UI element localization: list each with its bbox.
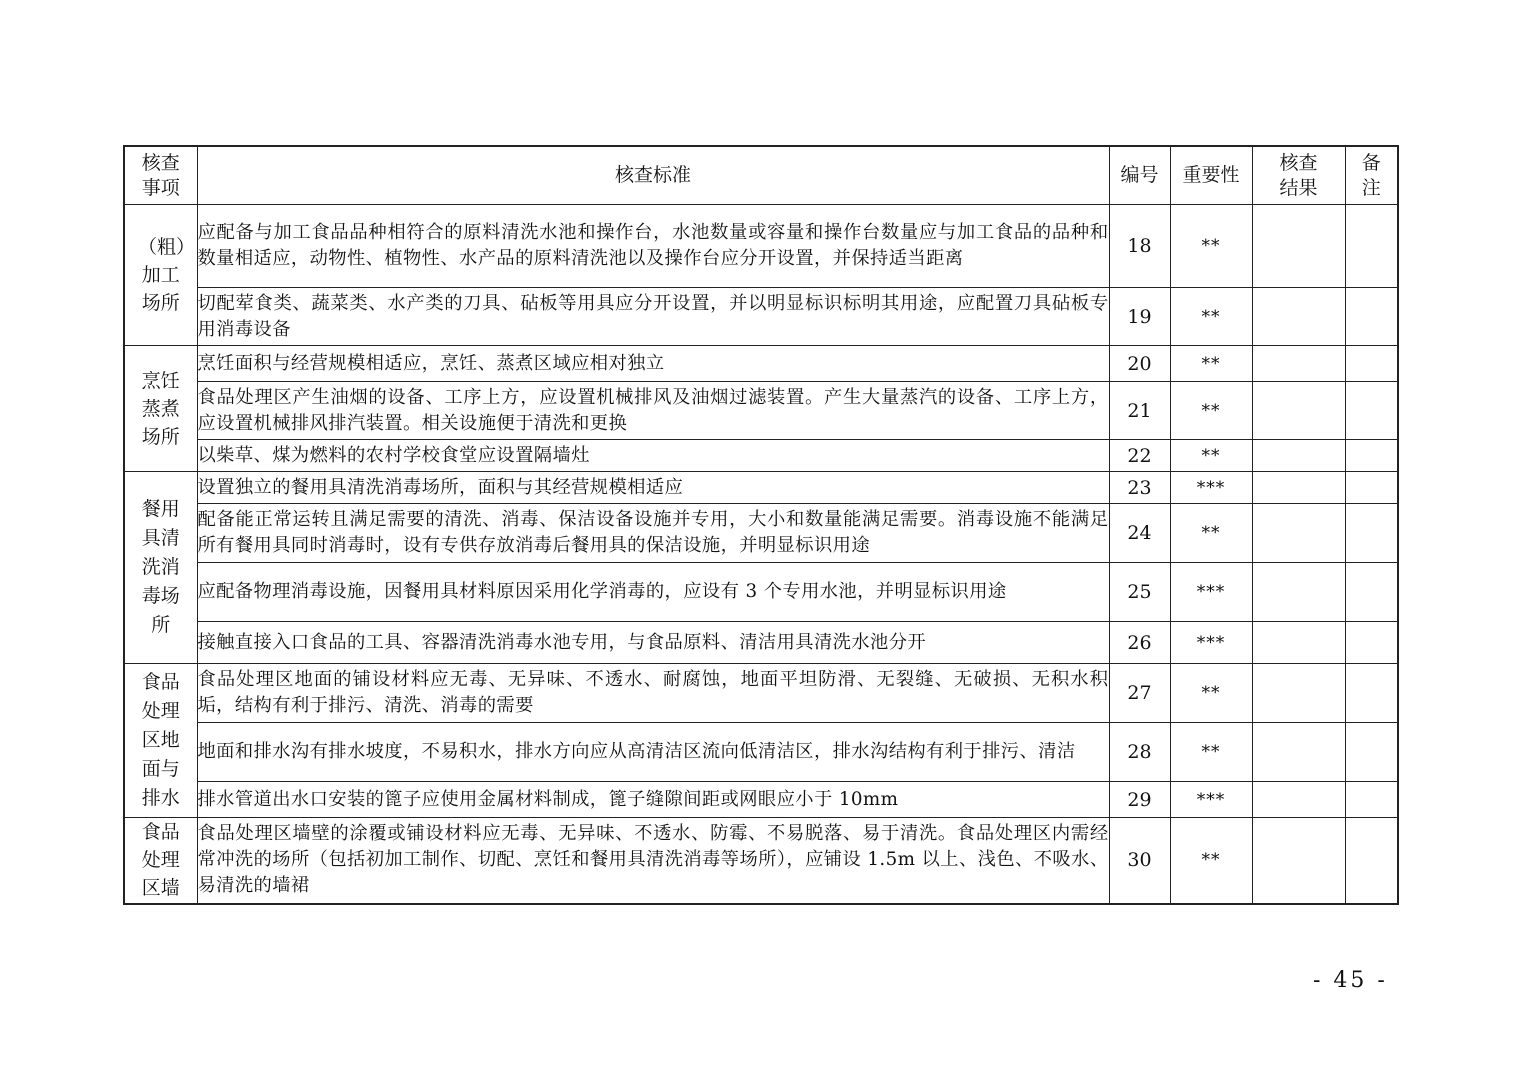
category-cell: 餐用具清洗消毒场所	[124, 472, 197, 664]
header-remark: 备注	[1345, 146, 1398, 205]
table-row	[124, 664, 1398, 723]
standard-cell: 配备能正常运转且满足需要的清洗、消毒、保洁设备设施并专用，大小和数量能满足需要。消毒设施不能满足所有餐用具同时消毒时，设有专供存放消毒后餐用具的保洁设施，并明显标识用途	[197, 504, 1109, 563]
table-row	[124, 382, 1398, 440]
number-cell: 30	[1109, 818, 1170, 904]
standard-cell: 切配荤食类、蔬菜类、水产类的刀具、砧板等用具应分开设置，并以明显标识标明其用途，应配置刀具砧板专用消毒设备	[197, 288, 1109, 346]
table-row	[124, 563, 1398, 622]
importance-cell: ***	[1170, 782, 1252, 818]
header-number: 编号	[1109, 146, 1170, 205]
number-cell: 25	[1109, 563, 1170, 622]
result-cell	[1252, 818, 1345, 904]
category-cell: （粗）加工场所	[124, 205, 197, 346]
number-cell: 21	[1109, 382, 1170, 440]
table-row	[124, 782, 1398, 818]
standard-cell: 地面和排水沟有排水坡度，不易积水，排水方向应从高清洁区流向低清洁区，排水沟结构有利于排污、清洁	[197, 723, 1109, 782]
remark-cell	[1345, 440, 1398, 472]
result-cell	[1252, 782, 1345, 818]
standard-cell: 食品处理区墙壁的涂覆或铺设材料应无毒、无异味、不透水、防霉、不易脱落、易于清洗。食品处理区内需经常冲洗的场所（包括初加工制作、切配、烹饪和餐用具清洗消毒等场所），应铺设 1.5m 以上、浅色、不吸水、易清洗的墙裙	[197, 818, 1109, 904]
remark-cell	[1345, 818, 1398, 904]
remark-cell	[1345, 472, 1398, 504]
result-cell	[1252, 382, 1345, 440]
importance-cell: **	[1170, 382, 1252, 440]
standard-cell: 烹饪面积与经营规模相适应，烹饪、蒸煮区域应相对独立	[197, 346, 1109, 382]
table-row	[124, 472, 1398, 504]
standard-cell: 接触直接入口食品的工具、容器清洗消毒水池专用，与食品原料、清洁用具清洗水池分开	[197, 622, 1109, 664]
result-cell	[1252, 563, 1345, 622]
result-cell	[1252, 288, 1345, 346]
number-cell: 28	[1109, 723, 1170, 782]
number-cell: 26	[1109, 622, 1170, 664]
importance-cell: **	[1170, 504, 1252, 563]
number-cell: 18	[1109, 205, 1170, 288]
table-row	[124, 622, 1398, 664]
importance-cell: **	[1170, 723, 1252, 782]
table-row	[124, 205, 1398, 288]
table-row	[124, 723, 1398, 782]
table-row	[124, 288, 1398, 346]
header-standard: 核查标准	[197, 146, 1109, 205]
category-cell: 烹饪蒸煮场所	[124, 346, 197, 472]
remark-cell	[1345, 205, 1398, 288]
number-cell: 29	[1109, 782, 1170, 818]
inspection-table	[123, 145, 1399, 905]
number-cell: 20	[1109, 346, 1170, 382]
result-cell	[1252, 664, 1345, 723]
remark-cell	[1345, 664, 1398, 723]
remark-cell	[1345, 346, 1398, 382]
table-header	[124, 146, 1398, 205]
remark-cell	[1345, 723, 1398, 782]
table-row	[124, 440, 1398, 472]
remark-cell	[1345, 782, 1398, 818]
result-cell	[1252, 440, 1345, 472]
importance-cell: **	[1170, 440, 1252, 472]
standard-cell: 排水管道出水口安装的篦子应使用金属材料制成，篦子缝隙间距或网眼应小于 10mm	[197, 782, 1109, 818]
result-cell	[1252, 205, 1345, 288]
importance-cell: ***	[1170, 622, 1252, 664]
number-cell: 24	[1109, 504, 1170, 563]
table-row	[124, 346, 1398, 382]
number-cell: 23	[1109, 472, 1170, 504]
number-cell: 19	[1109, 288, 1170, 346]
number-cell: 22	[1109, 440, 1170, 472]
standard-cell: 设置独立的餐用具清洗消毒场所，面积与其经营规模相适应	[197, 472, 1109, 504]
table-row	[124, 818, 1398, 904]
page-number: - 45 -	[1313, 968, 1388, 993]
category-cell: 食品处理区墙	[124, 818, 197, 904]
result-cell	[1252, 622, 1345, 664]
importance-cell: **	[1170, 288, 1252, 346]
remark-cell	[1345, 504, 1398, 563]
result-cell	[1252, 504, 1345, 563]
standard-cell: 应配备物理消毒设施，因餐用具材料原因采用化学消毒的，应设有 3 个专用水池，并明显标识用途	[197, 563, 1109, 622]
importance-cell: **	[1170, 664, 1252, 723]
number-cell: 27	[1109, 664, 1170, 723]
remark-cell	[1345, 382, 1398, 440]
result-cell	[1252, 723, 1345, 782]
category-cell: 食品处理区地面与排水	[124, 664, 197, 818]
result-cell	[1252, 472, 1345, 504]
header-result: 核查结果	[1252, 146, 1345, 205]
header-category: 核查事项	[124, 146, 197, 205]
remark-cell	[1345, 563, 1398, 622]
standard-cell: 食品处理区地面的铺设材料应无毒、无异味、不透水、耐腐蚀，地面平坦防滑、无裂缝、无破损、无积水积垢，结构有利于排污、清洗、消毒的需要	[197, 664, 1109, 723]
standard-cell: 以柴草、煤为燃料的农村学校食堂应设置隔墙灶	[197, 440, 1109, 472]
result-cell	[1252, 346, 1345, 382]
standard-cell: 食品处理区产生油烟的设备、工序上方，应设置机械排风及油烟过滤装置。产生大量蒸汽的设备、工序上方，应设置机械排风排汽装置。相关设施便于清洗和更换	[197, 382, 1109, 440]
standard-cell: 应配备与加工食品品种相符合的原料清洗水池和操作台，水池数量或容量和操作台数量应与加工食品的品种和数量相适应，动物性、植物性、水产品的原料清洗池以及操作台应分开设置，并保持适当距离	[197, 205, 1109, 288]
importance-cell: **	[1170, 205, 1252, 288]
importance-cell: **	[1170, 346, 1252, 382]
importance-cell: ***	[1170, 472, 1252, 504]
table-row	[124, 504, 1398, 563]
remark-cell	[1345, 288, 1398, 346]
remark-cell	[1345, 622, 1398, 664]
importance-cell: ***	[1170, 563, 1252, 622]
importance-cell: **	[1170, 818, 1252, 904]
header-importance: 重要性	[1170, 146, 1252, 205]
